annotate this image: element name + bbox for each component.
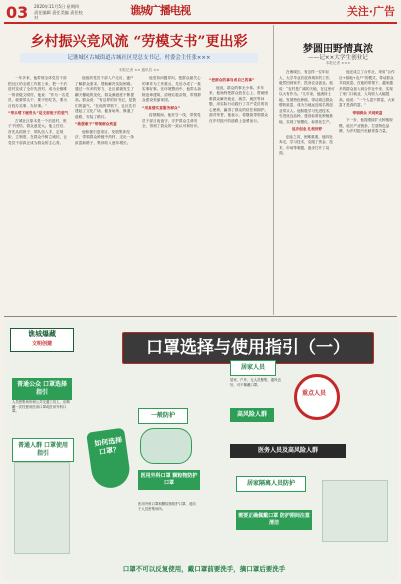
right-bottom-box-2: 需要正确佩戴口罩 防护期间注意清洁 — [236, 510, 312, 530]
page-number: 03 — [6, 3, 29, 22]
right-seal-label: 重点人员 — [301, 390, 326, 397]
center-question: 如何选择口罩？ — [93, 436, 123, 457]
left-text: 人员密集场所和公共交通工具上，应佩戴一次性使用医用口罩或医用外科口罩。 — [12, 400, 70, 414]
poster-logo-sub: 文明创建 — [31, 341, 52, 347]
paragraph: 他还成立了合作社，采用“合作社+基地+农户”的模式，带动群众共同致富。在他的带领下，越来越多的群众加入到合作社中来，实现了家门口就业，人均收入大幅提高。他说：“一个人富不算富，大家富才是真的富。” — [339, 70, 395, 107]
center-right-box-2: 医用外科口罩 颗粒物防护口罩 — [138, 470, 200, 490]
right-article-title: 梦圆田野情真浓 — [303, 44, 373, 55]
lead-headline: 乡村振兴竞风流 “劳模支书”更出彩 — [30, 34, 248, 50]
left-illustration — [14, 462, 70, 554]
poster-title: 口罩选择与使用指引（一） — [122, 332, 374, 364]
left-box-1: 普通公众 口罩选择指引 — [12, 378, 72, 400]
right-column-2 — [339, 70, 396, 314]
paragraph-subtitle: “带头啃下硬骨头”是支部班子的底气 — [8, 111, 69, 115]
lead-column-3 — [142, 76, 204, 314]
paragraph-subtitle: “用真情实意服务群众” — [142, 105, 181, 110]
paragraph-subtitle: “敢想敢干”带领群众致富 — [75, 122, 117, 126]
paragraph: 在谯城区，有这样一位年轻人，大学毕业后放弃城市的工作，毅然回到家乡，投身农业创业。他说：“农村是广阔的天地，在这里可以大有作为。”几年来，他流转土地，发展特色种植，带动周边群众增收致富，成为当地远近闻名的创业带头人。他积极学习先进技术，引进优良品种，建设标准化种植基地，实现了规模化、标准化生产。 — [279, 70, 335, 124]
right-mid-box: 医务人员及高风险人群 — [230, 444, 346, 458]
paragraph: 他坚持问题导向，把群众最关心的事作为工作重点，先后办成了一批实事好事。在环境整治中，他带头拆除违章建筑，清理垃圾杂物，带领群众建设美丽家园。 — [142, 76, 202, 102]
right-illustration — [322, 480, 388, 542]
right-top-box: 居家人员 — [230, 360, 276, 376]
paragraph: 下一步，他将继续扩大种植规模，延长产业链条，打造特色品牌，为乡村振兴贡献青春力量。 — [339, 118, 393, 133]
masthead-text: 谯城广播电视 — [130, 4, 190, 17]
paragraph: 他积极引进项目，发展集体经济，带领群众种植中药材，走出一条致富新路子，集体收入逐年增长。 — [75, 129, 135, 145]
right-chip: 高风险人群 — [230, 408, 274, 422]
section-rule — [4, 316, 397, 317]
mid-text: 医用外科口罩和颗粒物防护口罩，适用于人员密集场所。 — [138, 502, 196, 511]
paragraph: 他组织党员干部入户走访，逐户了解群众需求，帮助解决实际困难。通过一年多的努力，社区面貌发生了翻天覆地的变化，群众满意度不断提高。群众说：“有这样的好书记，是我们的福气。”在他的带领下，社区先后建起了文化广场、健身场所，修通了道路，安装了路灯。 — [75, 76, 137, 119]
center-right-box-1: 一般防护 — [138, 408, 188, 424]
lead-byline: 本报记者 ×× 通讯员 ×× — [118, 68, 160, 72]
right-bottom-box-1: 居家隔离人员防护 — [236, 476, 306, 492]
paragraph: 一年多来，他带领全体党员干部把社区的全面工作抓上来，把一个后进村变成了全市先进村，成为全镇唯一的省级文明村，他说：“作为一名党员，就要带头干、要不怕吃苦，要为百姓办实事、办好事。” — [8, 76, 70, 108]
poster-logo — [10, 328, 74, 352]
right-column-1 — [279, 70, 335, 314]
lead-subhead: 记谯城区古城街道古城社区党总支书记、村委会主任张××× — [20, 53, 258, 63]
section-title: 关注·广告 — [346, 5, 395, 18]
paragraph-subtitle: 返乡创业 扎根田野 — [291, 127, 322, 131]
poster-footer: 口罩不可以反复使用，戴口罩前要洗手，摘口罩后要洗手 — [122, 565, 286, 573]
mask-guide-poster — [4, 320, 397, 580]
column-divider — [273, 25, 274, 315]
lead-column-1 — [8, 76, 70, 314]
right-seal — [294, 374, 340, 420]
right-article-byline: 本报记者 ××× — [325, 61, 351, 65]
paragraph-subtitle: “把群众的事当成自己的事” — [209, 78, 255, 82]
mask-illustration — [140, 428, 192, 464]
paragraph: 古城社区原本是一个后进村，班子不团结，群众意见大。他上任后，首先从抓班子、带队伍入手，定规矩、立制度，在群众中树立威信，让党员干部真正成为群众的主心骨。 — [8, 118, 68, 145]
paragraph: 创业之初，困难重重，他四处奔走，学习技术，克服了资金、技术、市场等难题，逐步打开了局面。 — [279, 134, 333, 155]
left-box-2: 普通人群 口罩使用指引 — [12, 438, 74, 462]
lead-column-4 — [209, 76, 270, 314]
dateline: 2020年11月5日 星期四 责任编辑 责任美编 责任校对 — [34, 4, 83, 21]
paragraph: 他说，群众的事无小事。多年来，他始终把群众放在心上，帮助困难群众解决就业、就学、就医等问题，用实际行动践行了共产党员的初心使命，赢得了群众的信任和拥护。面对荣誉，他表示，将继续带领群众在乡村振兴的道路上奋勇前行。 — [209, 85, 269, 123]
paragraph: 疫情期间，他坚守一线，带领党员干部日夜值守，守护群众生命安全，得到了群众的一致认可和好评。 — [142, 113, 202, 128]
header-rule — [4, 22, 397, 24]
right-text: 居家、户外，无人员聚集、通风良好，可不佩戴口罩。 — [230, 378, 281, 387]
masthead-logo — [130, 2, 190, 18]
poster-logo-main: 谯城爆藏 — [28, 329, 56, 338]
right-article-subtitle: ——记××大学生创业记 — [308, 55, 368, 61]
paragraph-subtitle: 带领群众 共同致富 — [352, 110, 383, 115]
lead-column-2 — [75, 76, 137, 314]
